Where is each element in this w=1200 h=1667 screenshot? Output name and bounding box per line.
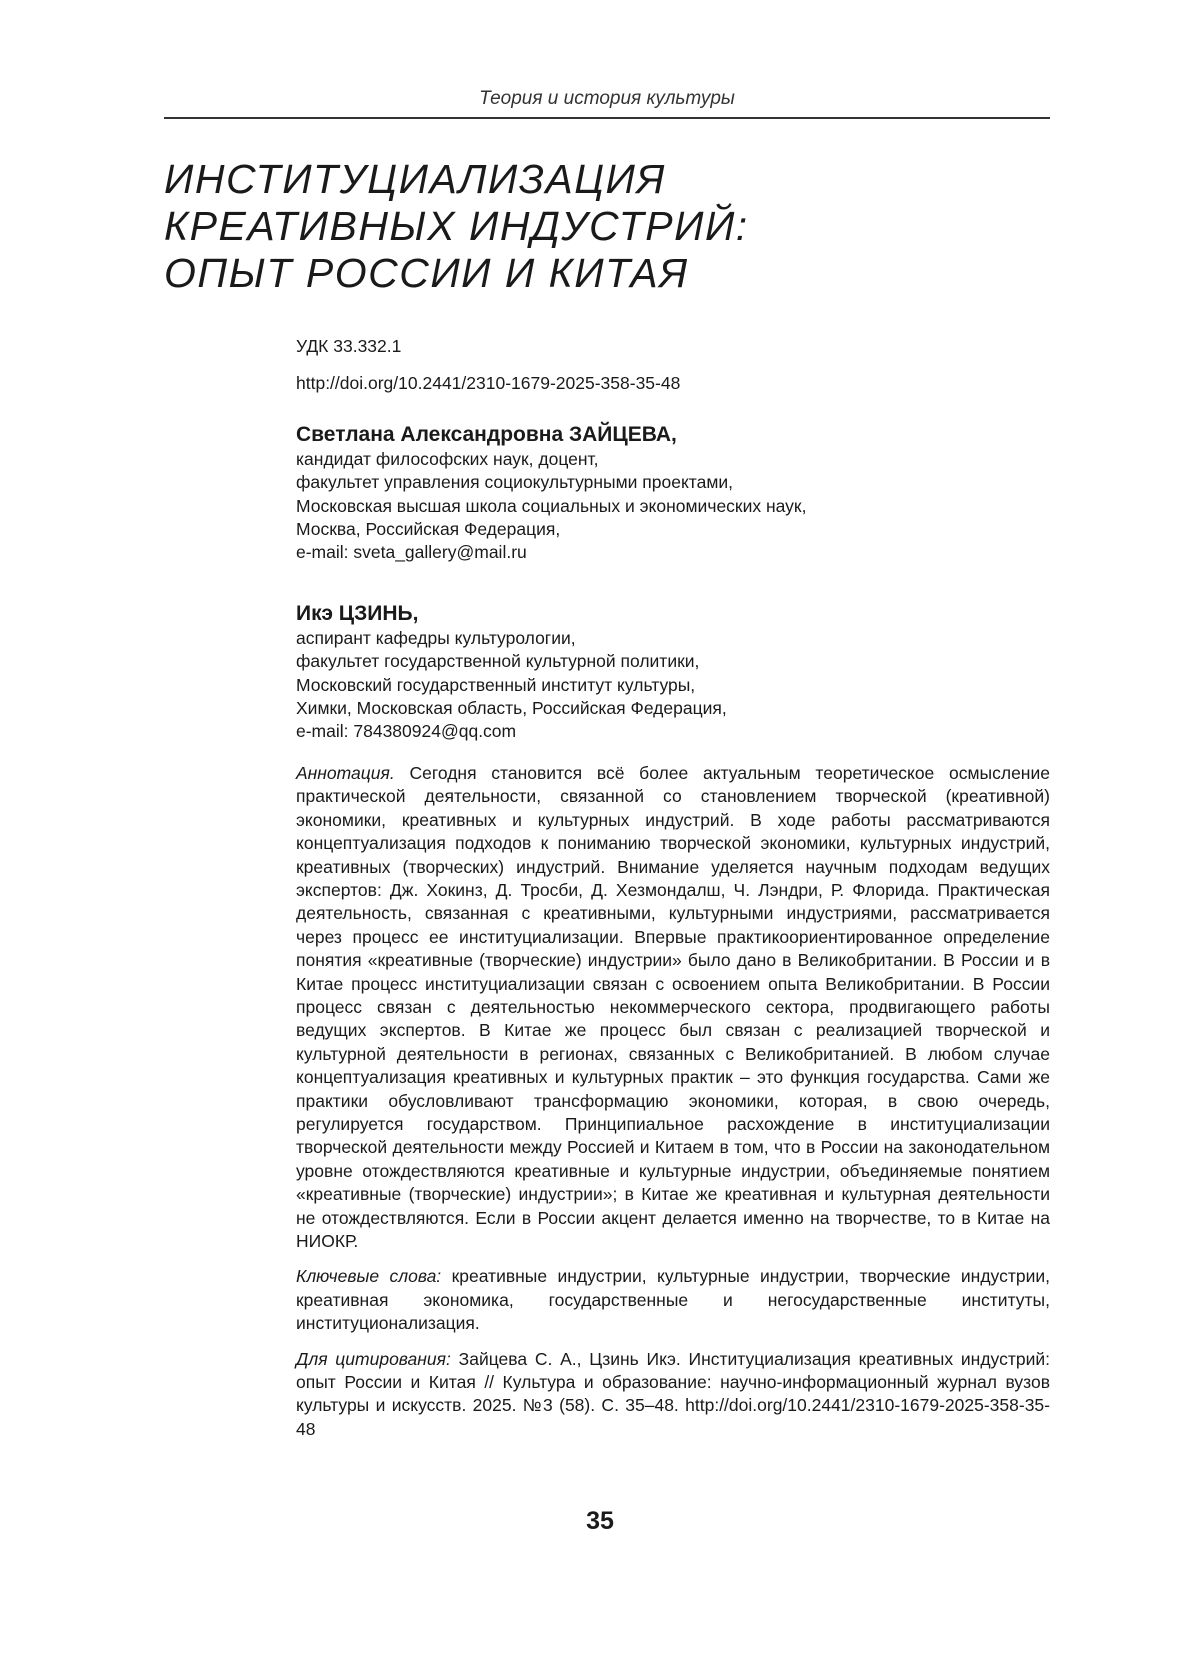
author-faculty: факультет государственной культурной политики, (296, 651, 700, 672)
title-line-1: ИНСТИТУЦИАЛИЗАЦИЯ (164, 156, 666, 202)
header-rule (164, 117, 1050, 119)
author-faculty: факультет управления социокультурными проектами, (296, 472, 734, 493)
keywords-text: креативные индустрии, культурные индустрии, творческие индустрии, креативная экономика, государственные и негосударственные институты, институционализация. (296, 1266, 1050, 1334)
abstract-text: Сегодня становится всё более актуальным теоретическое осмысление практической деятельности, связанной со становлением творческой (креативной) экономики, креативных и культурных индустрий. В ходе работы рассматриваются концептуализация подходов к пониманию творческой экономики, культурных индустрий, креативных (творческих) индустрий. Внимание уделяется научным подходам ведущих экспертов: Дж. Хокинз, Д. Тросби, Д. Хезмондалш, Ч. Лэндри, Р. Флорида. Практическая деятельность, связанная с креативными, культурными индустриями, рассматривается через процесс ее институциализации. Впервые практикоориентированное определение понятия «креативные (творческие) индустрии» было дано в Великобритании. В России и в Китае процесс институциализации связан с освоением опыта Великобритании. В России процесс связан с деятельностью некоммерческого сектора, продвигающего работы ведущих экспертов. В Китае же процесс был связан с реализацией творческой и культурной деятельности в регионах, связанных с Великобританией. В любом случае концептуализация креативных и культурных практик – это функция государства. Сами же практики обусловливают трансформацию экономики, которая, в свою очередь, регулируется государством. Принципиальное расхождение в институциализации творческой деятельности между Россией и Китаем в том, что в России на законодательном уровне отождествляются креативные и культурные индустрии, объединяемые понятием «креативные (творческие) индустрии»; в Китае же креативная и культурная деятельности не отождествляются. Если в России акцент делается именно на творчестве, то в Китае на НИОКР. (296, 762, 1050, 1251)
author-degree: кандидат философских наук, доцент, (296, 448, 599, 469)
author-block (296, 601, 1050, 744)
abstract (296, 762, 1050, 1254)
author-institution: Московский государственный институт культуры, (296, 674, 696, 695)
page-number: 35 (586, 1507, 614, 1535)
citation-label: Для цитирования: (296, 1348, 451, 1369)
author-location: Москва, Российская Федерация, (296, 519, 561, 540)
author-location: Химки, Московская область, Российская Федерация, (296, 698, 727, 719)
citation-text: Зайцева С. А., Цзинь Икэ. Институциализация креативных индустрий: опыт России и Китая // Культура и образование: научно-информационный журнал вузов культуры и искусств. 2025. №3 (58). С. 35–48. http://doi.org/10.2441/2310-1679-2025-358-35-48 (296, 1348, 1050, 1439)
article-title (164, 156, 1050, 297)
keywords (296, 1265, 1050, 1335)
abstract-label: Аннотация. (296, 762, 395, 783)
title-line-2: КРЕАТИВНЫХ ИНДУСТРИЙ: (164, 203, 749, 249)
doi-link[interactable]: http://doi.org/10.2441/2310-1679-2025-358-35-48 (296, 373, 681, 394)
author-position: аспирант кафедры культурологии, (296, 627, 576, 648)
author-institution: Московская высшая школа социальных и экономических наук, (296, 495, 807, 516)
author-block (296, 422, 1050, 565)
article-front-matter (296, 335, 1050, 1441)
title-line-3: ОПЫТ РОССИИ И КИТАЯ (164, 250, 689, 296)
author-email[interactable]: e-mail: 784380924@qq.com (296, 721, 517, 742)
author-email[interactable]: e-mail: sveta_gallery@mail.ru (296, 542, 527, 563)
author-name: Икэ ЦЗИНЬ, (296, 601, 419, 625)
udk-code: УДК 33.332.1 (296, 336, 402, 356)
author-name: Светлана Александровна ЗАЙЦЕВА, (296, 422, 677, 446)
running-head: Теория и история культуры (479, 88, 735, 109)
citation (296, 1348, 1050, 1442)
keywords-label: Ключевые слова: (296, 1266, 442, 1287)
